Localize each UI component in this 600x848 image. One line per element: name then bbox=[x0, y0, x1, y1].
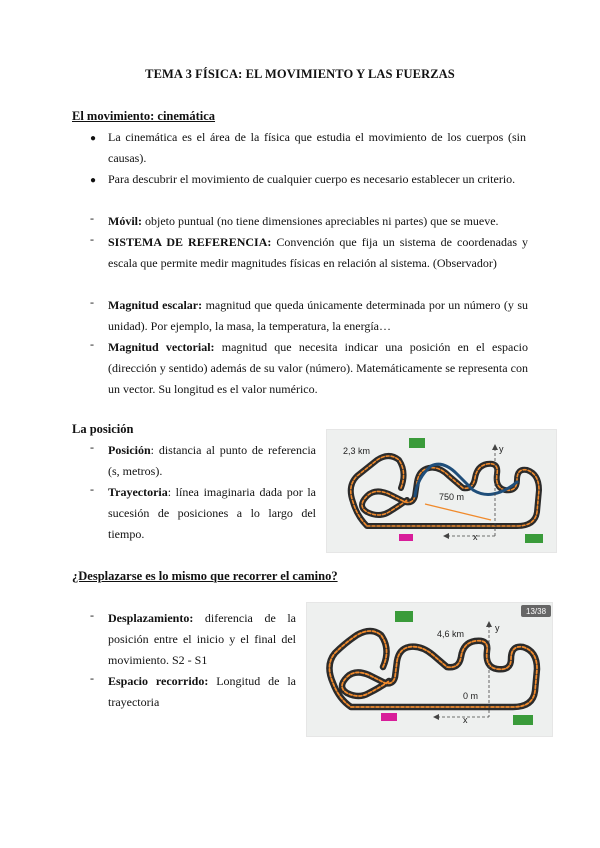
circuit-figure-displacement bbox=[306, 602, 553, 737]
dash-marker: - bbox=[90, 608, 94, 622]
dash-marker: - bbox=[90, 211, 94, 225]
bullet-text: La cinemática es el área de la física que estudia el movimiento de los cuerpos (sin causas). bbox=[108, 130, 526, 165]
sector-marker-green bbox=[409, 438, 425, 448]
dash-marker: - bbox=[90, 440, 94, 454]
item-posicion: Posición: distancia al punto de referencia (s, metros). bbox=[108, 443, 316, 478]
dash-marker: - bbox=[90, 671, 94, 685]
sector-marker-green bbox=[395, 611, 413, 622]
section-heading-cinematica: El movimiento: cinemática bbox=[72, 109, 216, 123]
definition-movil: Móvil: objeto puntual (no tiene dimensiones apreciables ni partes) que se mueve. bbox=[108, 214, 499, 228]
slide-counter-text: 13/38 bbox=[526, 607, 547, 616]
item-desplazamiento: Desplazamiento: diferencia de la posición entre el inicio y el final del movimiento. S2 - S1 bbox=[108, 611, 296, 667]
bullet-dot: ● bbox=[90, 133, 97, 144]
definition-magnitud-escalar: Magnitud escalar: magnitud que queda únicamente determinada por un número (y su unidad). Por ejemplo, la masa, la temperatura, la energía… bbox=[108, 298, 529, 333]
section-heading-desplazamiento: ¿Desplazarse es lo mismo que recorrer el camino? bbox=[72, 569, 338, 583]
distance-label: 4,6 km bbox=[437, 629, 465, 639]
item-trayectoria: Trayectoria: línea imaginaria dada por la sucesión de posiciones a lo largo del tiempo. bbox=[108, 485, 316, 541]
dash-marker: - bbox=[90, 482, 94, 496]
x-axis-label: x bbox=[473, 532, 478, 542]
x-axis-label: x bbox=[463, 715, 468, 725]
page-title: TEMA 3 FÍSICA: EL MOVIMIENTO Y LAS FUERZAS bbox=[145, 67, 455, 81]
displacement-label: 0 m bbox=[463, 691, 479, 701]
dash-marker: - bbox=[90, 337, 94, 351]
dash-marker: - bbox=[90, 232, 94, 246]
bullet-text: Para descubrir el movimiento de cualquier cuerpo es necesario establecer un criterio. bbox=[108, 172, 516, 186]
displacement-label: 750 m bbox=[439, 492, 465, 502]
definition-magnitud-vectorial: Magnitud vectorial: magnitud que necesita indicar una posición en el espacio (dirección y sentido) además de su valor (número). Matemáticamente se representa con un vector. Su longitud es el valor numérico. bbox=[108, 340, 528, 396]
sector-marker-green bbox=[513, 715, 533, 725]
dash-marker: - bbox=[90, 295, 94, 309]
circuit-figure-position bbox=[326, 429, 557, 553]
distance-label: 2,3 km bbox=[343, 446, 371, 456]
y-axis-label: y bbox=[495, 623, 500, 633]
sector-marker-magenta bbox=[399, 534, 413, 541]
definition-sistema-referencia: SISTEMA DE REFERENCIA: Convención que fija un sistema de coordenadas y escala que permite medir magnitudes físicas en relación al sistema. (Observador) bbox=[108, 235, 528, 270]
section-heading-posicion: La posición bbox=[72, 422, 134, 436]
y-axis-label: y bbox=[499, 444, 504, 454]
sector-marker-magenta bbox=[381, 713, 397, 721]
sector-marker-green bbox=[525, 534, 543, 543]
item-espacio-recorrido: Espacio recorrido: Longitud de la trayectoria bbox=[108, 674, 296, 709]
bullet-dot: ● bbox=[90, 175, 97, 186]
